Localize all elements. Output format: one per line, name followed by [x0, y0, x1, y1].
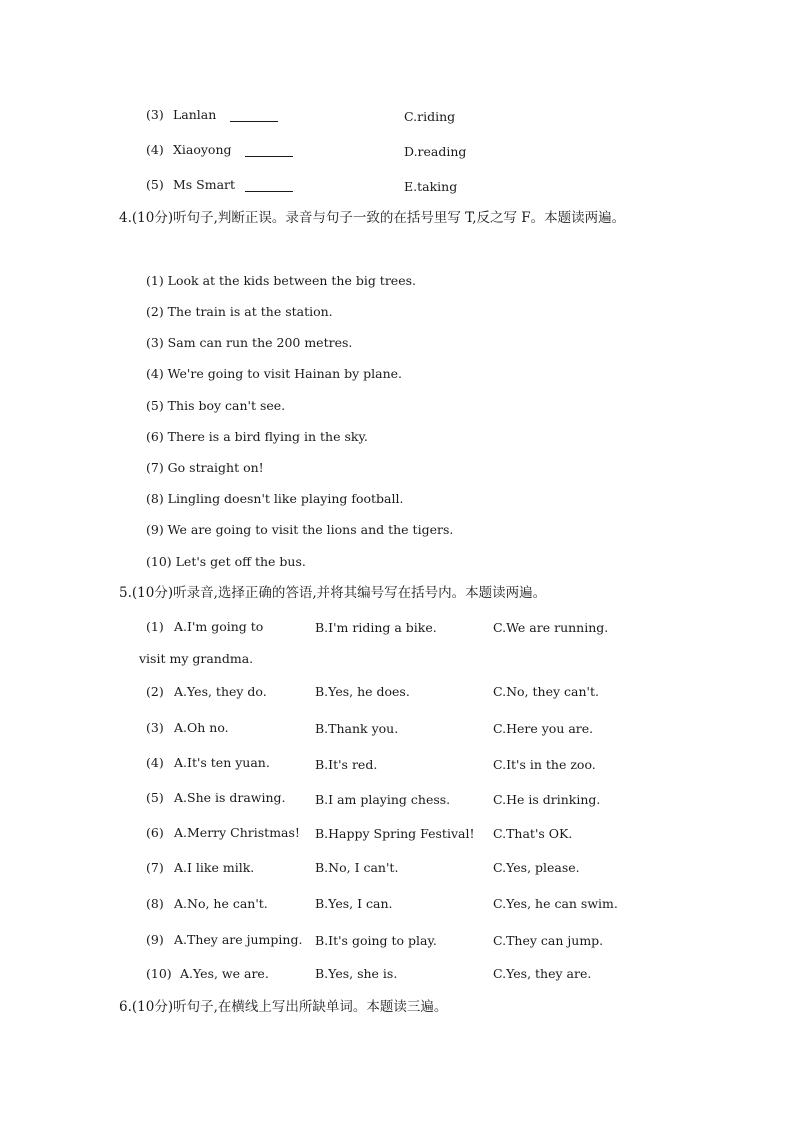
- q5-option-b: B.Yes, I can.: [315, 896, 393, 911]
- q5-option-c: C.They can jump.: [493, 933, 604, 948]
- q5-option-c: C.No, they can't.: [493, 684, 599, 699]
- matching-num: (4): [146, 142, 164, 157]
- answer-blank[interactable]: [230, 109, 278, 122]
- q4-item: (2) The train is at the station.: [146, 304, 333, 319]
- q5-option-a: A.I like milk.: [174, 860, 255, 875]
- q5-num: (4): [146, 755, 164, 770]
- q4-item: (7) Go straight on!: [146, 460, 264, 475]
- q5-option-b: B.I am playing chess.: [315, 792, 451, 807]
- q5-option-b: B.I'm riding a bike.: [315, 620, 437, 635]
- q4-item: (9) We are going to visit the lions and the tigers.: [146, 522, 454, 537]
- q5-option-b: B.Thank you.: [315, 721, 399, 736]
- q5-option-c: C.Yes, he can swim.: [493, 896, 618, 911]
- q5-option-a: A.They are jumping.: [174, 932, 303, 947]
- q4-item: (6) There is a bird flying in the sky.: [146, 429, 368, 444]
- q5-option-b: B.No, I can't.: [315, 860, 399, 875]
- q5-num: (8): [146, 896, 164, 911]
- matching-name: Ms Smart: [173, 177, 236, 192]
- q4-item: (5) This boy can't see.: [146, 398, 286, 413]
- q5-option-c: C.Yes, please.: [493, 860, 580, 875]
- q5-option-c: C.He is drinking.: [493, 792, 601, 807]
- q4-item: (8) Lingling doesn't like playing football.: [146, 491, 404, 506]
- matching-name: Lanlan: [173, 107, 217, 122]
- q5-option-b: B.Happy Spring Festival!: [315, 826, 475, 841]
- q5-option-a: A.It's ten yuan.: [174, 755, 270, 770]
- q5-num: (5): [146, 790, 164, 805]
- q5-option-a: A.Yes, we are.: [180, 966, 269, 981]
- q5-option-a: A.She is drawing.: [174, 790, 286, 805]
- q5-option-a: A.Oh no.: [174, 720, 229, 735]
- q5-option-a-continued: visit my grandma.: [139, 651, 254, 666]
- question-6-heading: 6.(10分)听句子,在横线上写出所缺单词。本题读三遍。: [119, 999, 448, 1015]
- q5-num: (3): [146, 720, 164, 735]
- q5-num: (2): [146, 684, 164, 699]
- matching-option: E.taking: [404, 179, 458, 194]
- q5-option-c: C.Here you are.: [493, 721, 594, 736]
- q5-option-c: C.That's OK.: [493, 826, 573, 841]
- matching-option: D.reading: [404, 144, 467, 159]
- q5-option-b: B.It's red.: [315, 757, 378, 772]
- q5-option-a: A.No, he can't.: [174, 896, 268, 911]
- q5-num: (1): [146, 619, 164, 634]
- q5-num: (7): [146, 860, 164, 875]
- matching-num: (3): [146, 107, 164, 122]
- q5-num: (9): [146, 932, 164, 947]
- q5-option-a: A.Yes, they do.: [174, 684, 267, 699]
- answer-blank[interactable]: [245, 179, 293, 192]
- question-4-heading: 4.(10分)听句子,判断正误。录音与句子一致的在括号里写 T,反之写 F。本题读两遍。: [119, 210, 626, 226]
- q5-num: (6): [146, 825, 164, 840]
- q5-option-a: A.Merry Christmas!: [174, 825, 300, 840]
- q4-item: (3) Sam can run the 200 metres.: [146, 335, 353, 350]
- matching-num: (5): [146, 177, 164, 192]
- q5-option-c: C.It's in the zoo.: [493, 757, 596, 772]
- q5-option-b: B.Yes, he does.: [315, 684, 410, 699]
- matching-option: C.riding: [404, 109, 456, 124]
- q5-num: (10): [146, 966, 172, 981]
- matching-name: Xiaoyong: [173, 142, 232, 157]
- q5-option-b: B.Yes, she is.: [315, 966, 398, 981]
- q5-option-c: C.We are running.: [493, 620, 609, 635]
- q5-option-c: C.Yes, they are.: [493, 966, 592, 981]
- q4-item: (4) We're going to visit Hainan by plane.: [146, 366, 403, 381]
- q4-item: (1) Look at the kids between the big trees.: [146, 273, 416, 288]
- q5-option-a: A.I'm going to: [174, 619, 264, 634]
- answer-blank[interactable]: [245, 144, 293, 157]
- q5-option-b: B.It's going to play.: [315, 933, 437, 948]
- question-5-heading: 5.(10分)听录音,选择正确的答语,并将其编号写在括号内。本题读两遍。: [119, 585, 547, 601]
- q4-item: (10) Let's get off the bus.: [146, 554, 306, 569]
